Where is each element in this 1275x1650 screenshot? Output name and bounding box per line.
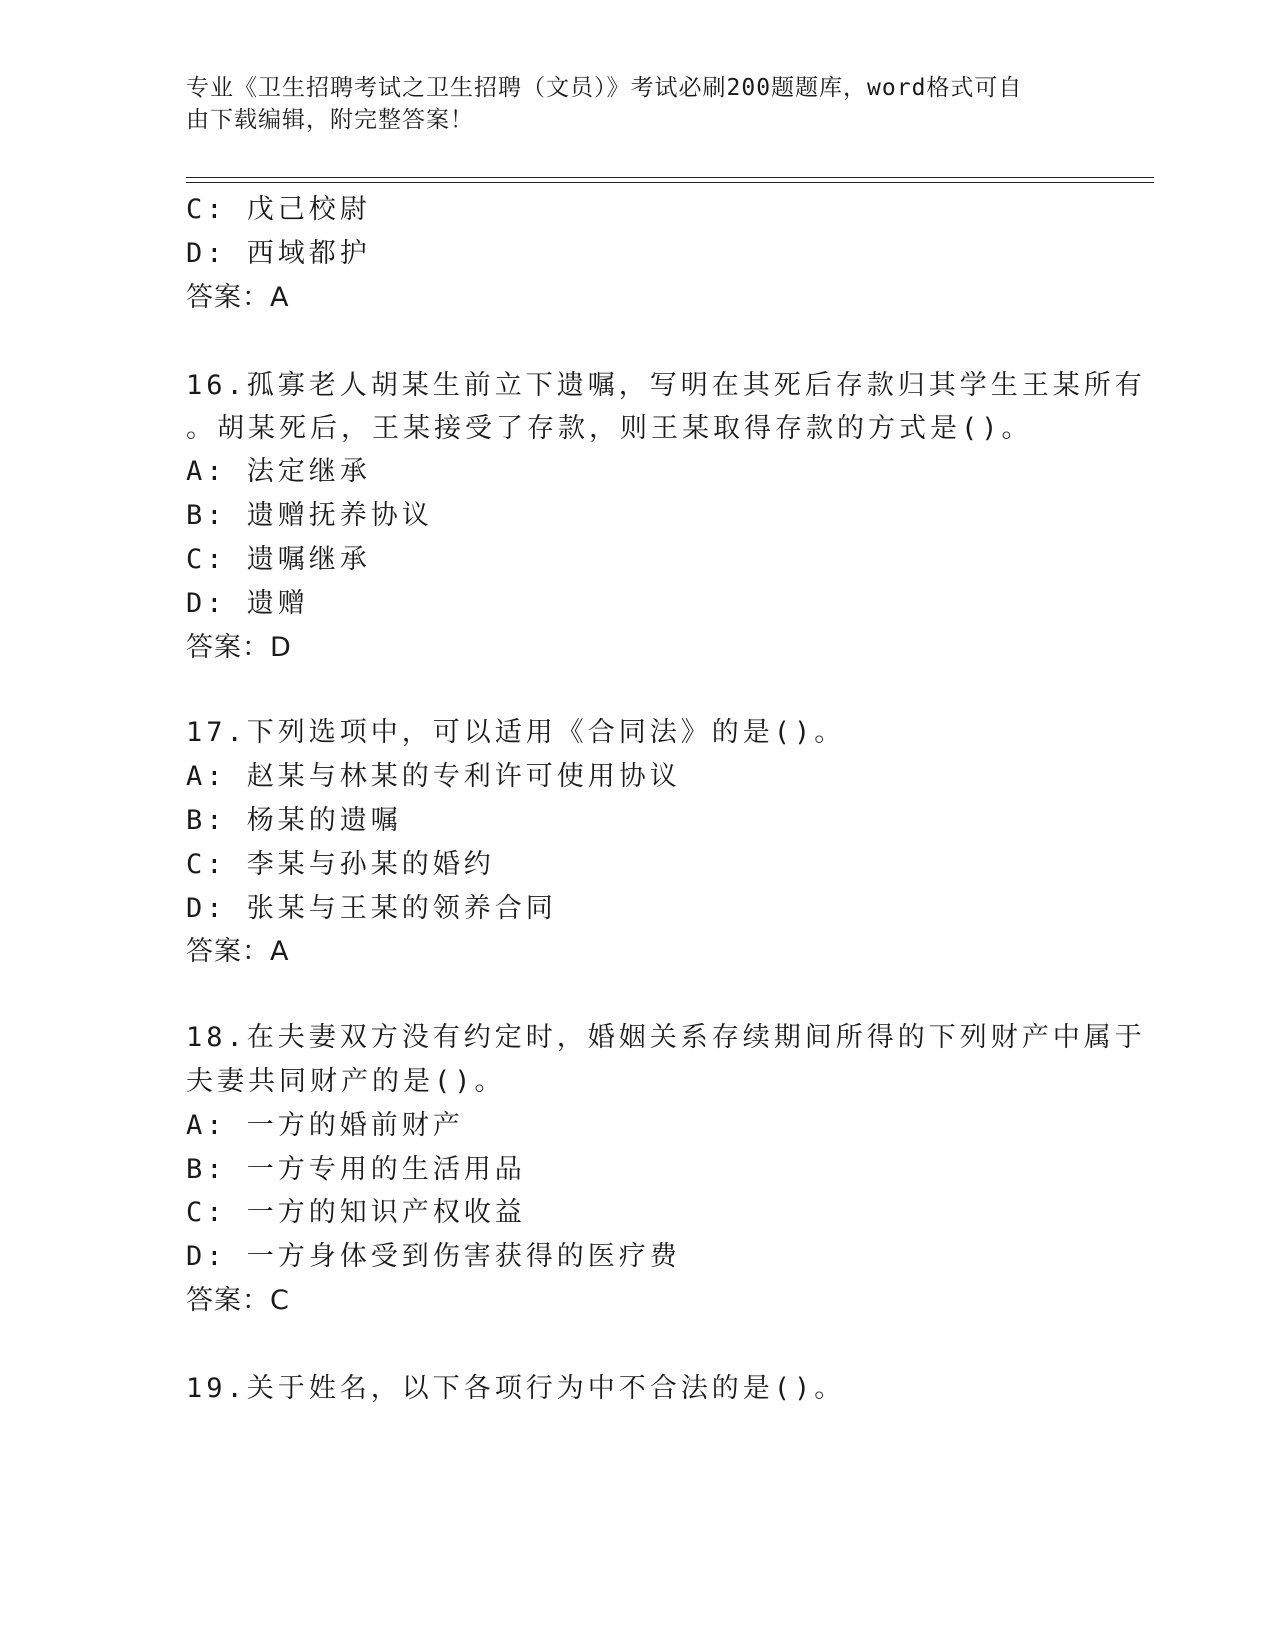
q17-option-b: B: 杨某的遗嘱 <box>186 805 402 836</box>
document-header <box>186 72 1066 136</box>
q17-option-d: D: 张某与王某的领养合同 <box>186 893 557 924</box>
q17-option-a: A: 赵某与林某的专利许可使用协议 <box>186 761 681 792</box>
q18-option-d: D: 一方身体受到伤害获得的医疗费 <box>186 1241 681 1272</box>
q16-answer: 答案：D <box>186 632 292 663</box>
q18-stem-line-2: 夫妻共同财产的是()。 <box>186 1066 506 1097</box>
q16-option-d: D: 遗赠 <box>186 588 309 619</box>
q18-stem-line-1: 18.在夫妻双方没有约定时，婚姻关系存续期间所得的下列财产中属于 <box>186 1022 1146 1053</box>
header-line-1: 专业《卫生招聘考试之卫生招聘（文员）》考试必刷200题题库，word格式可自 <box>186 75 1023 101</box>
q16-stem-line-2: 。胡某死后，王某接受了存款，则王某取得存款的方式是()。 <box>186 413 1033 444</box>
q16-option-a: A: 法定继承 <box>186 456 371 487</box>
q16-option-c: C: 遗嘱继承 <box>186 544 371 575</box>
header-line-2: 由下载编辑，附完整答案！ <box>186 107 474 133</box>
q19-stem-line-1: 19.关于姓名，以下各项行为中不合法的是()。 <box>186 1373 846 1404</box>
q15-answer: 答案：A <box>186 282 290 313</box>
q18-option-b: B: 一方专用的生活用品 <box>186 1154 526 1185</box>
q16-stem-line-1: 16.孤寡老人胡某生前立下遗嘱，写明在其死后存款归其学生王某所有 <box>186 370 1146 401</box>
q17-stem-line-1: 17.下列选项中，可以适用《合同法》的是()。 <box>186 717 846 748</box>
q18-option-c: C: 一方的知识产权收益 <box>186 1197 526 1228</box>
q15-option-c: C: 戊己校尉 <box>186 194 371 225</box>
q16-option-b: B: 遗赠抚养协议 <box>186 500 433 531</box>
q17-option-c: C: 李某与孙某的婚约 <box>186 849 495 880</box>
q18-answer: 答案：C <box>186 1285 290 1316</box>
header-divider-top <box>186 177 1154 178</box>
q17-answer: 答案：A <box>186 936 290 967</box>
q15-option-d: D: 西域都护 <box>186 238 371 269</box>
header-divider-bottom <box>186 182 1154 183</box>
q18-option-a: A: 一方的婚前财产 <box>186 1110 464 1141</box>
